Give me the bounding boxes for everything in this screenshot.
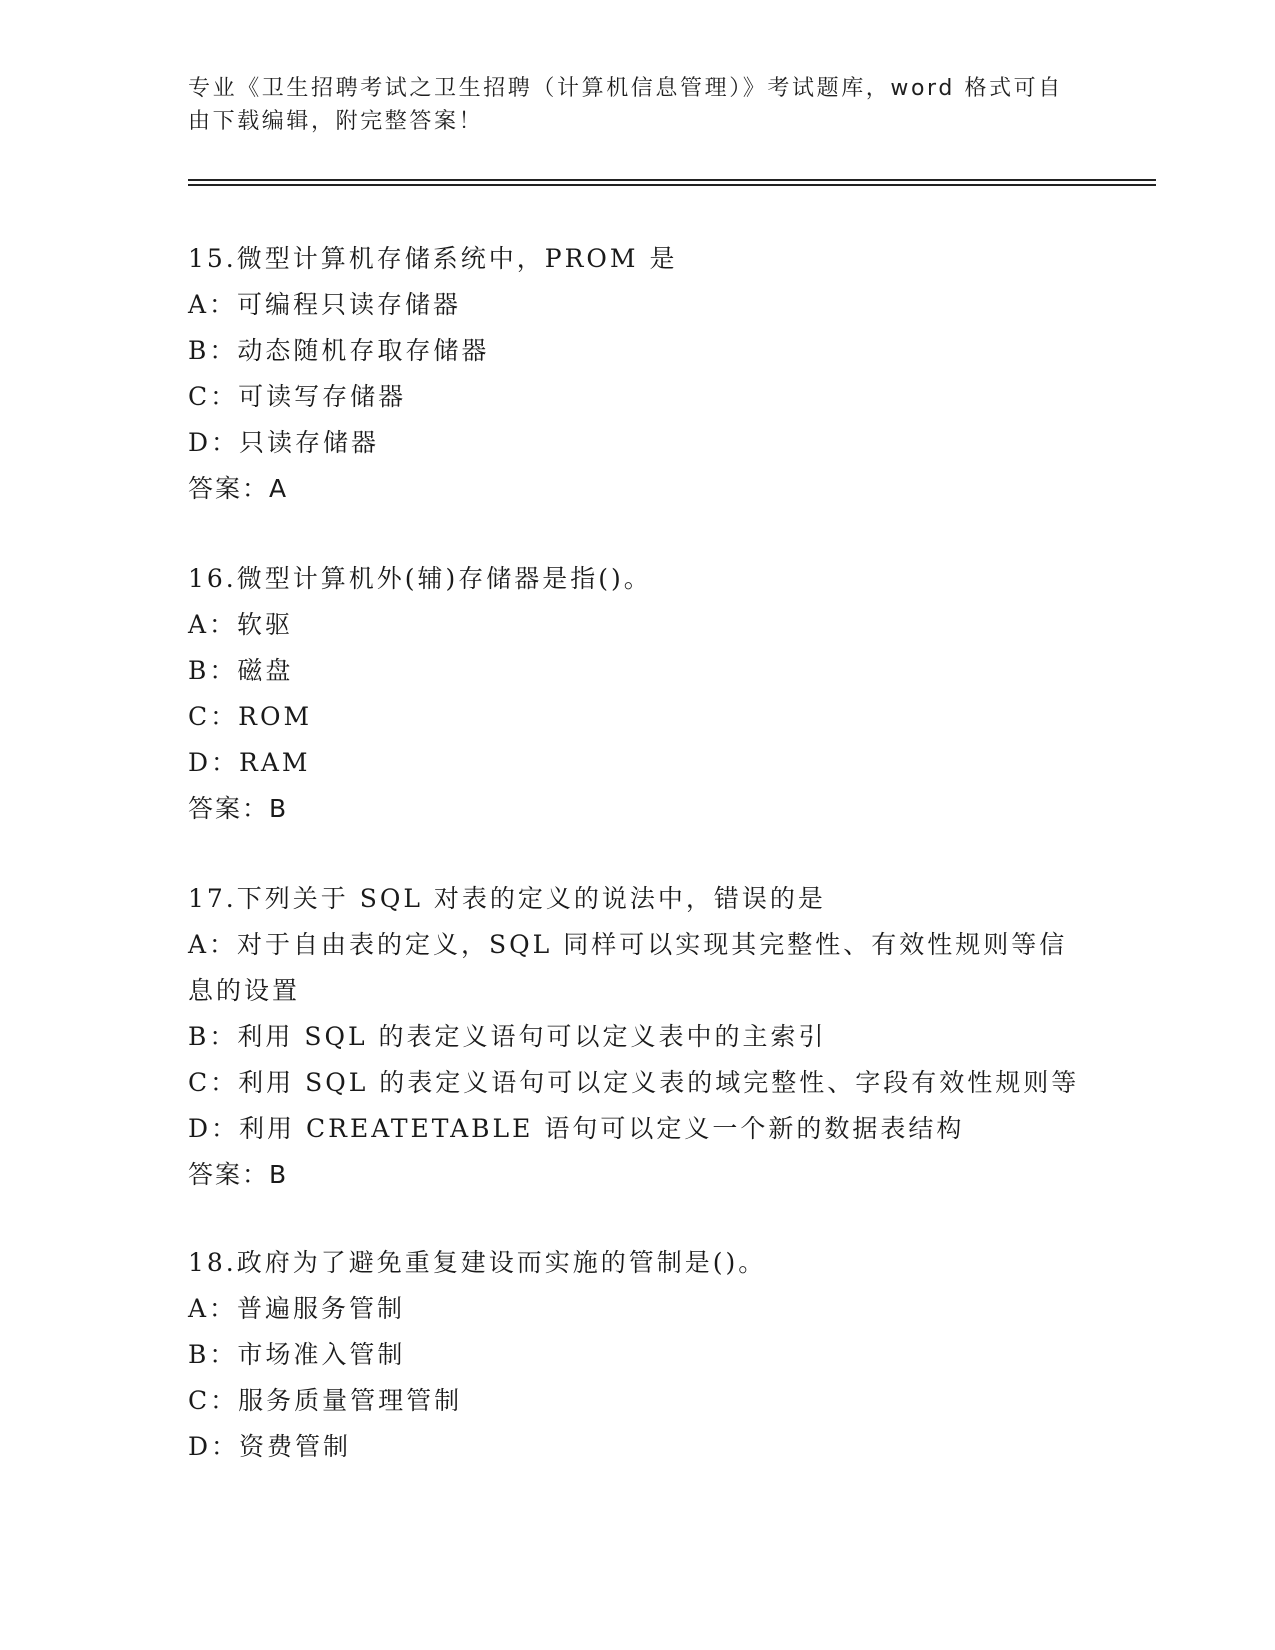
- question-stem: 15.微型计算机存储系统中，PROM 是: [188, 244, 678, 273]
- option-d: D：只读存储器: [188, 428, 380, 457]
- question-stem: 18.政府为了避免重复建设而实施的管制是()。: [188, 1248, 767, 1277]
- option-c: C：利用 SQL 的表定义语句可以定义表的域完整性、字段有效性规则等: [188, 1068, 1080, 1097]
- option-b: B：磁盘: [188, 656, 294, 685]
- question-stem: 17.下列关于 SQL 对表的定义的说法中，错误的是: [188, 884, 826, 913]
- option-b: B：利用 SQL 的表定义语句可以定义表中的主索引: [188, 1022, 827, 1051]
- option-a: A：对于自由表的定义，SQL 同样可以实现其完整性、有效性规则等信息的设置: [188, 930, 1068, 1005]
- answer-line: 答案：B: [188, 1160, 289, 1189]
- option-a: A：普遍服务管制: [188, 1294, 406, 1323]
- option-d: D：利用 CREATETABLE 语句可以定义一个新的数据表结构: [188, 1114, 965, 1143]
- option-b: B：动态随机存取存储器: [188, 336, 490, 365]
- question-17: [188, 876, 1088, 1198]
- option-a: A：可编程只读存储器: [188, 290, 462, 319]
- option-d: D：RAM: [188, 748, 311, 777]
- option-c: C：服务质量管理管制: [188, 1386, 463, 1415]
- header-divider-top: [188, 179, 1156, 181]
- question-18: [188, 1240, 1088, 1470]
- question-15: [188, 236, 1088, 512]
- option-c: C：可读写存储器: [188, 382, 407, 411]
- option-c: C：ROM: [188, 702, 313, 731]
- option-d: D：资费管制: [188, 1432, 352, 1461]
- option-a: A：软驱: [188, 610, 294, 639]
- document-header: 专业《卫生招聘考试之卫生招聘（计算机信息管理）》考试题库，word 格式可自由下载编辑，附完整答案！: [188, 76, 1063, 134]
- question-stem: 16.微型计算机外(辅)存储器是指()。: [188, 564, 652, 593]
- header-divider-bottom: [188, 184, 1156, 186]
- question-16: [188, 556, 1088, 832]
- answer-line: 答案：B: [188, 794, 289, 823]
- option-b: B：市场准入管制: [188, 1340, 406, 1369]
- answer-line: 答案：A: [188, 474, 289, 503]
